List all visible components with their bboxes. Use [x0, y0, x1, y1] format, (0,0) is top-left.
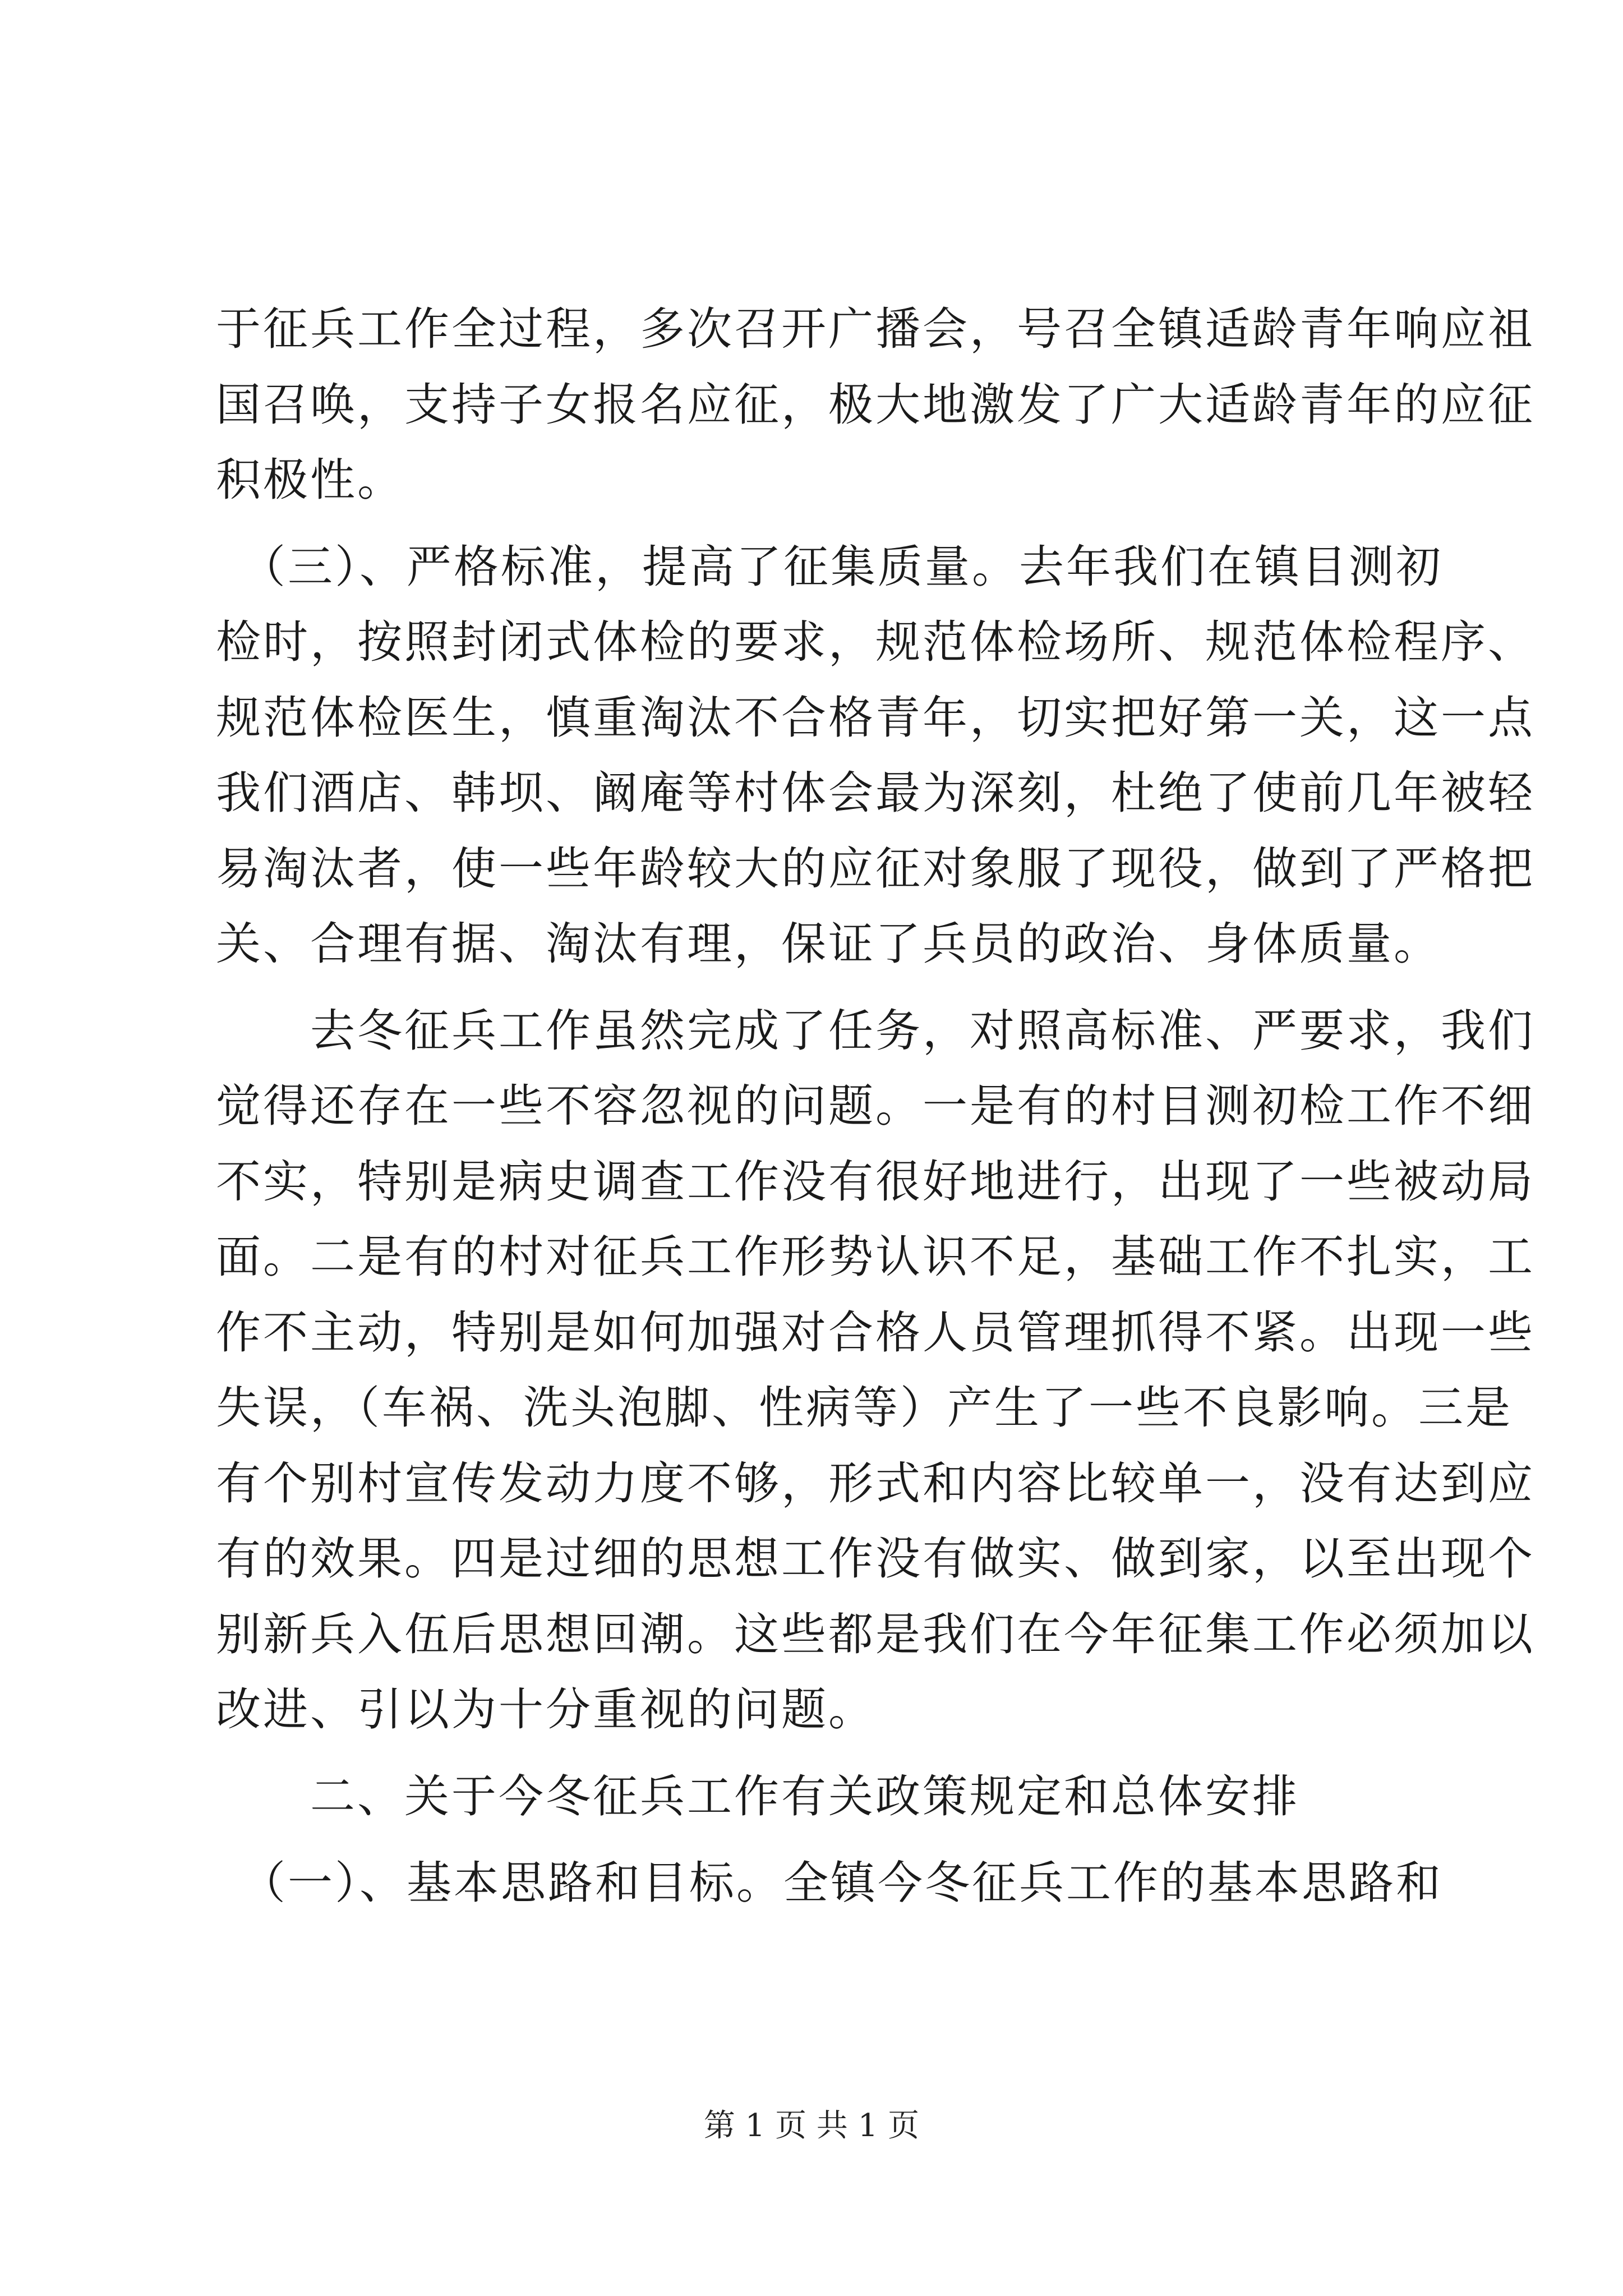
text-line: 国召唤，支持子女报名应征，极大地激发了广大适龄青年的应征 [216, 378, 1535, 431]
text-line: 失误，（车祸、洗头泡脚、性病等）产生了一些不良影响。三是 [216, 1382, 1513, 1434]
text-line: 检时，按照封闭式体检的要求，规范体检场所、规范体检程序、 [216, 616, 1535, 668]
paragraph-3 [216, 993, 1535, 1748]
text-line: 我们酒店、韩坝、阚庵等村体会最为深刻，杜绝了使前几年被轻 [216, 767, 1535, 819]
text-line: 积极性。 [216, 454, 404, 506]
text-line: 有个别村宣传发动力度不够，形式和内容比较单一，没有达到应 [216, 1457, 1535, 1510]
paragraph-2 [216, 530, 1535, 982]
text-line: 易淘汰者，使一些年龄较大的应征对象服了现役，做到了严格把 [216, 842, 1535, 895]
text-line: 觉得还存在一些不容忽视的问题。一是有的村目测初检工作不细 [216, 1080, 1535, 1132]
text-line: 有的效果。四是过细的思想工作没有做实、做到家，以至出现个 [216, 1533, 1535, 1585]
text-line: 于征兵工作全过程，多次召开广播会，号召全镇适龄青年响应祖 [216, 303, 1535, 355]
text-line: 规范体检医生，慎重淘汰不合格青年，切实把好第一关，这一点 [216, 691, 1535, 744]
document-body [216, 292, 1535, 1921]
text-line: 关、合理有据、淘汰有理，保证了兵员的政治、身体质量。 [216, 918, 1441, 970]
text-line: 去冬征兵工作虽然完成了任务，对照高标准、严要求，我们 [216, 1004, 1535, 1057]
text-line: 不实，特别是病史调查工作没有很好地进行，出现了一些被动局 [216, 1155, 1535, 1208]
text-line: 二、关于今冬征兵工作有关政策规定和总体安排 [216, 1770, 1299, 1823]
paragraph-1 [216, 292, 1535, 518]
section-heading [216, 1759, 1436, 1835]
paragraph-5 [216, 1846, 1443, 1921]
page-footer: 第 1 页 共 1 页 [703, 2108, 920, 2144]
text-line: 改进、引以为十分重视的问题。 [216, 1683, 875, 1736]
text-line: （三）、严格标准，提高了征集质量。去年我们在镇目测初 [216, 540, 1443, 593]
text-line: 别新兵入伍后思想回潮。这些都是我们在今年征集工作必须加以 [216, 1608, 1535, 1660]
text-line: （一）、基本思路和目标。全镇今冬征兵工作的基本思路和 [216, 1857, 1443, 1909]
text-line: 面。二是有的村对征兵工作形势认识不足，基础工作不扎实，工 [216, 1231, 1535, 1283]
text-line: 作不主动，特别是如何加强对合格人员管理抓得不紧。出现一些 [216, 1306, 1535, 1359]
